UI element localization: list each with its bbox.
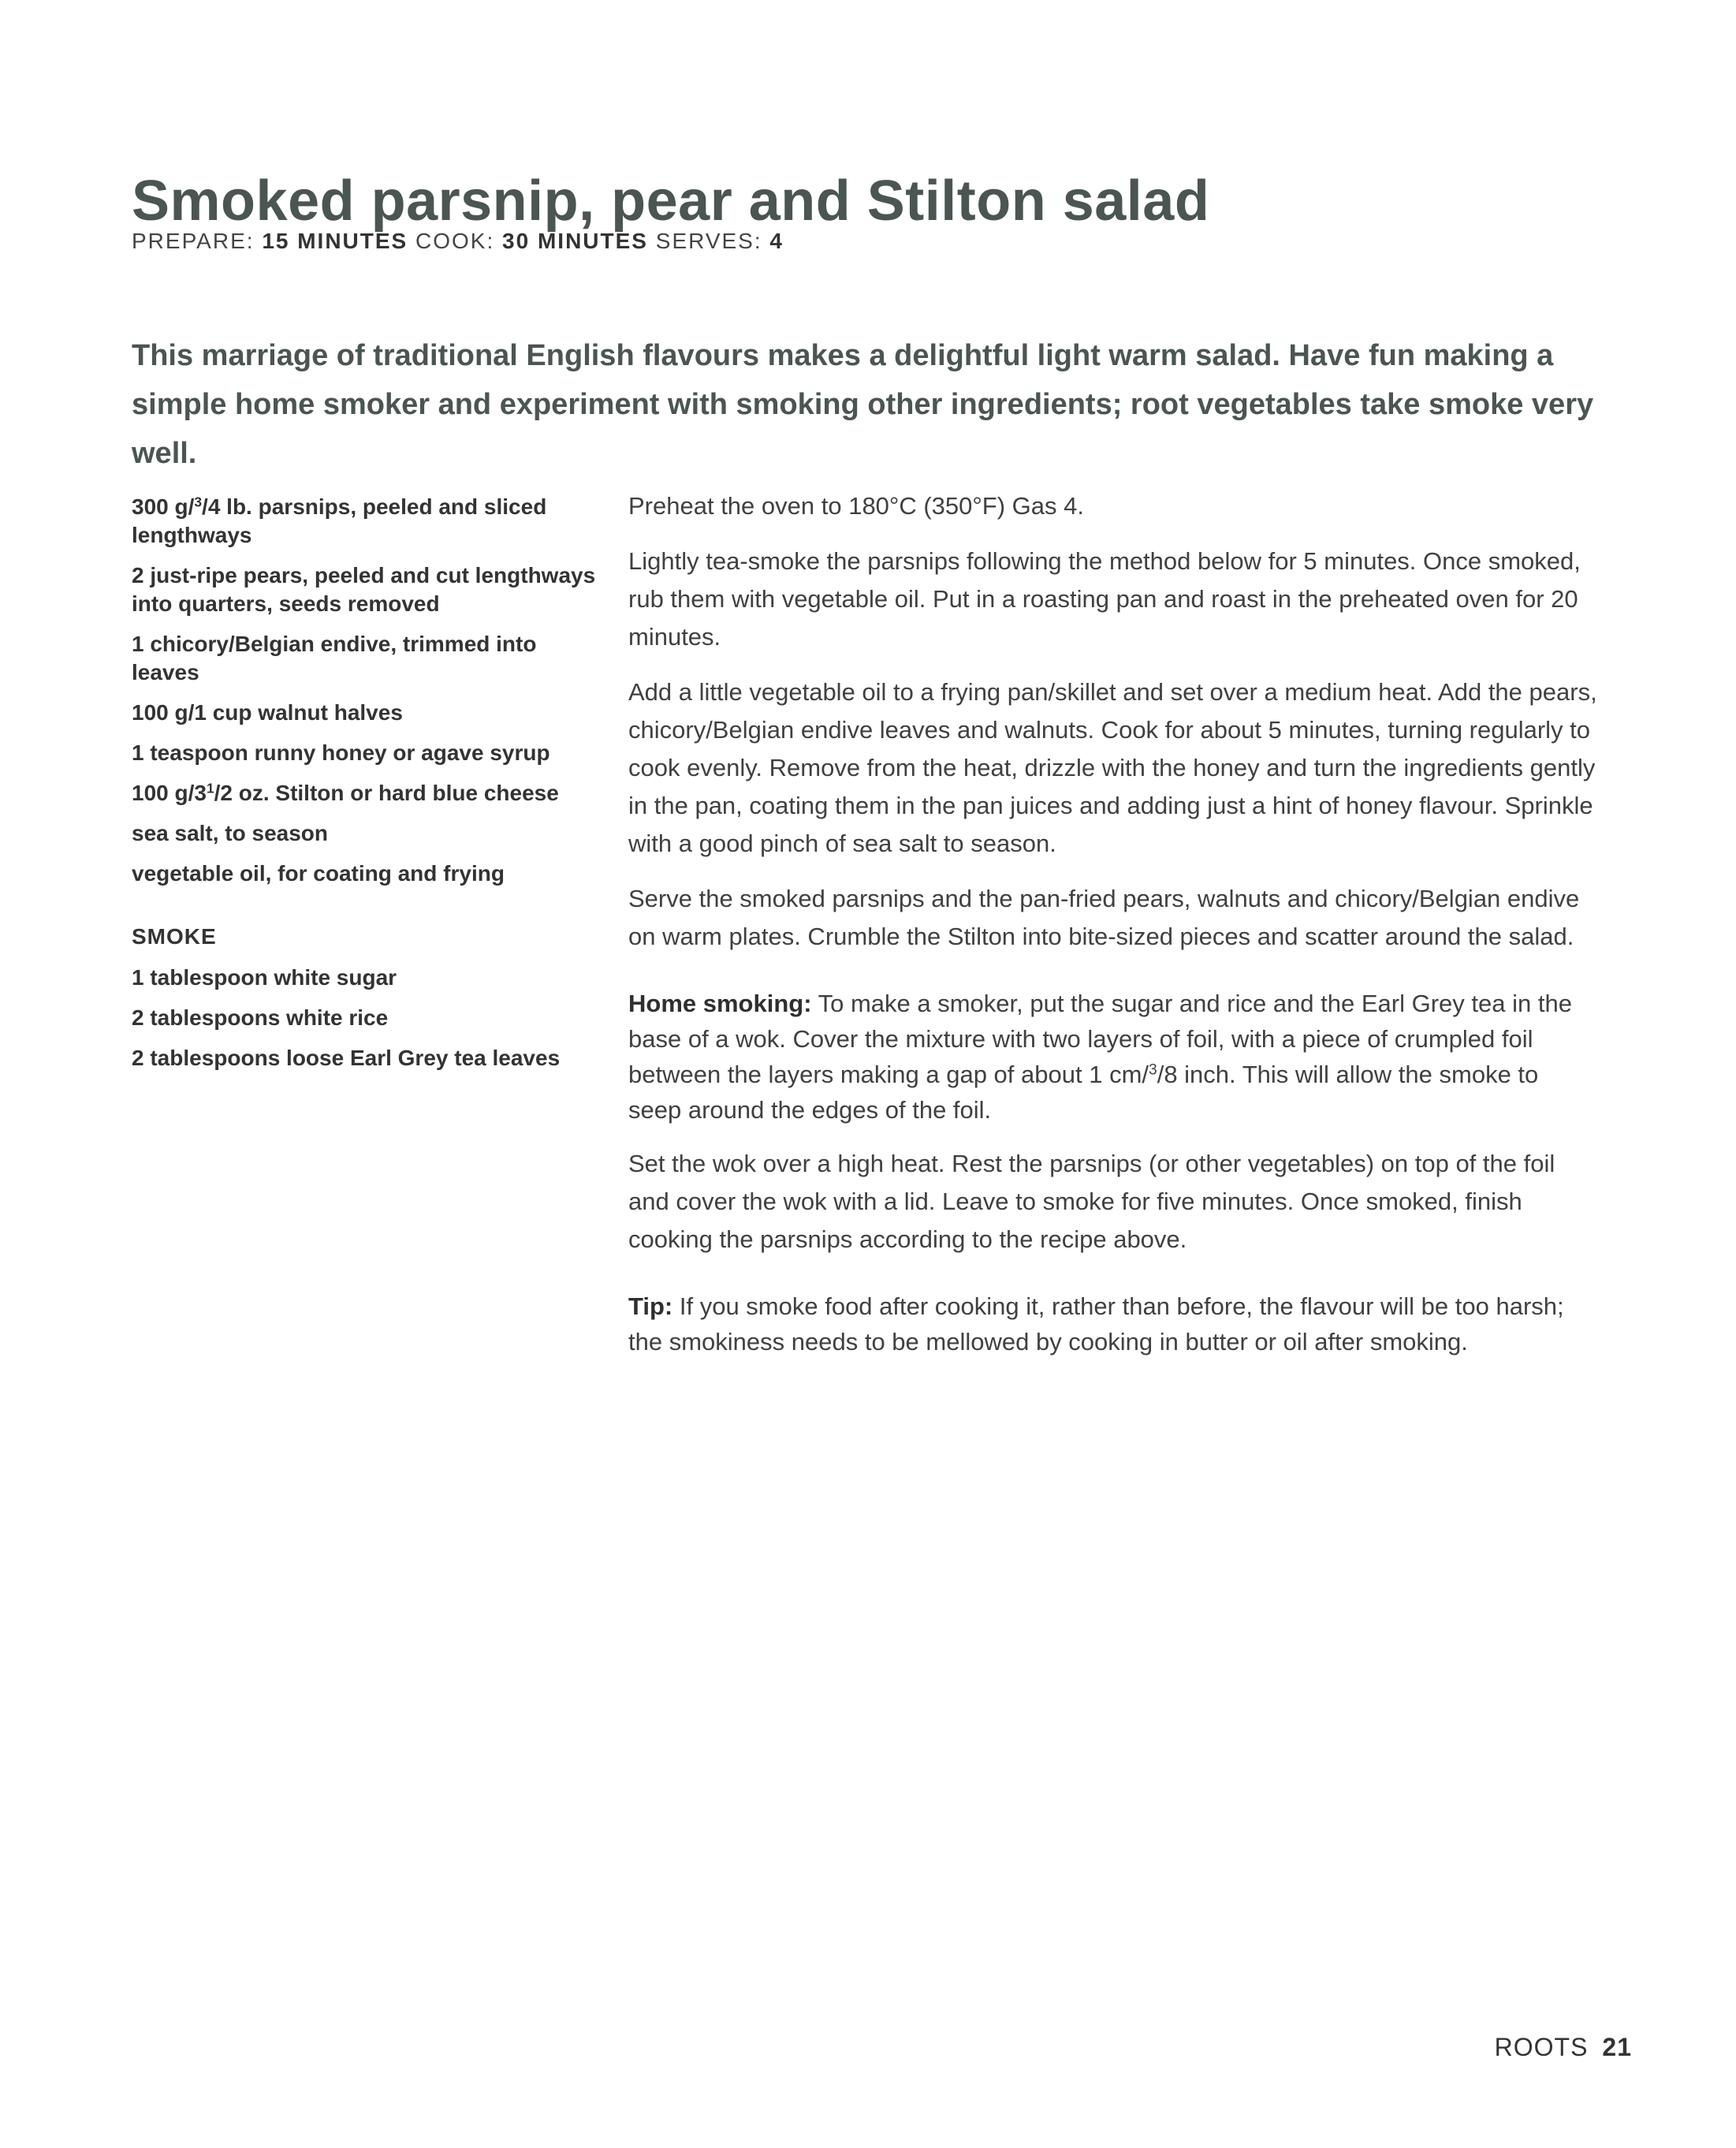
recipe-title: Smoked parsnip, pear and Stilton salad xyxy=(132,170,1210,233)
smoke-item: 2 tablespoons loose Earl Grey tea leaves xyxy=(132,1046,561,1070)
method-step: Add a little vegetable oil to a frying pan/skillet and set over a medium heat. Add the pears, chicory/Belgian endive leaves and walnuts. Cook for about 5 minutes, turning regularly to cook evenly. Remove from the heat, drizzle with the honey and turn the ingredients gently in the pan, coating them in the pan juices and adding just a hint of honey flavour. Sprinkle with a good pinch of sea salt to season. xyxy=(628,678,1597,857)
home-smoking-note: Home smoking: To make a smoker, put the sugar and rice and the Earl Grey tea in the base of a wok. Cover the mixture with two layers of foil, with a piece of crumpled foil between the layers making a gap of about 1 cm/$^3$/8 inch. This will allow the smoke to seep around the edges of the foil. xyxy=(628,990,1572,1124)
serves-value: 4 xyxy=(769,229,784,253)
cook-label: COOK: xyxy=(415,229,495,253)
page-number: 21 xyxy=(1602,2033,1632,2061)
ingredients-list xyxy=(132,493,597,1084)
method-step: Preheat the oven to 180°C (350°F) Gas 4. xyxy=(628,492,1084,520)
tip-note: Tip: If you smoke food after cooking it, rather than before, the flavour will be too harsh; the smokiness needs to be mellowed by cooking in butter or oil after smoking. xyxy=(628,1292,1564,1356)
prepare-label: PREPARE: xyxy=(132,229,255,253)
method-step: Serve the smoked parsnips and the pan-fried pears, walnuts and chicory/Belgian endive on warm plates. Crumble the Stilton into bite-sized pieces and scatter around the salad. xyxy=(628,885,1580,950)
ingredient-item: 100 $g/3^1/2$ oz. Stilton or hard blue cheese xyxy=(132,780,559,805)
prepare-value: 15 MINUTES xyxy=(262,229,408,253)
smoke-item: 2 tablespoons white rice xyxy=(132,1005,389,1030)
tip-label: Tip: xyxy=(628,1292,673,1320)
method-step: Lightly tea-smoke the parsnips following the method below for 5 minutes. Once smoked, rub them with vegetable oil. Put in a roasting pan and roast in the preheated oven for 20 minutes. xyxy=(628,547,1581,651)
serves-label: SERVES: xyxy=(655,229,762,253)
home-smoking-label: Home smoking: xyxy=(628,990,812,1017)
recipe-meta xyxy=(132,229,784,254)
ingredient-item: 1 teaspoon runny honey or agave syrup xyxy=(132,740,550,765)
ingredient-item: 100 g/1 cup walnut halves xyxy=(132,700,403,725)
cook-value: 30 MINUTES xyxy=(502,229,648,253)
ingredient-item: sea salt, to season xyxy=(132,821,329,845)
smoke-item: 1 tablespoon white sugar xyxy=(132,965,397,990)
ingredient-item: 1 chicory/Belgian endive, trimmed into leaves xyxy=(132,632,537,684)
ingredient-item: 2 just-ripe pears, peeled and cut lengthways into quarters, seeds removed xyxy=(132,563,596,616)
ingredient-item: 300 g/$^3$/4 lb. parsnips, peeled and sliced lengthways xyxy=(132,494,547,547)
smoke-heading: SMOKE xyxy=(132,924,217,949)
recipe-intro: This marriage of traditional English flavours makes a delightful light warm salad. Have fun making a simple home smoker and experiment with smoking other ingredients; root vegetables take smoke very well. xyxy=(132,339,1594,470)
section-name: ROOTS xyxy=(1494,2033,1589,2061)
home-smoking-step: Set the wok over a high heat. Rest the parsnips (or other vegetables) on top of the foil and cover the wok with a lid. Leave to smoke for five minutes. Once smoked, finish cooking the parsnips according to the recipe above. xyxy=(628,1150,1555,1253)
method-column xyxy=(628,487,1598,1377)
ingredient-item: vegetable oil, for coating and frying xyxy=(132,861,505,886)
page-footer xyxy=(1495,2033,1632,2062)
